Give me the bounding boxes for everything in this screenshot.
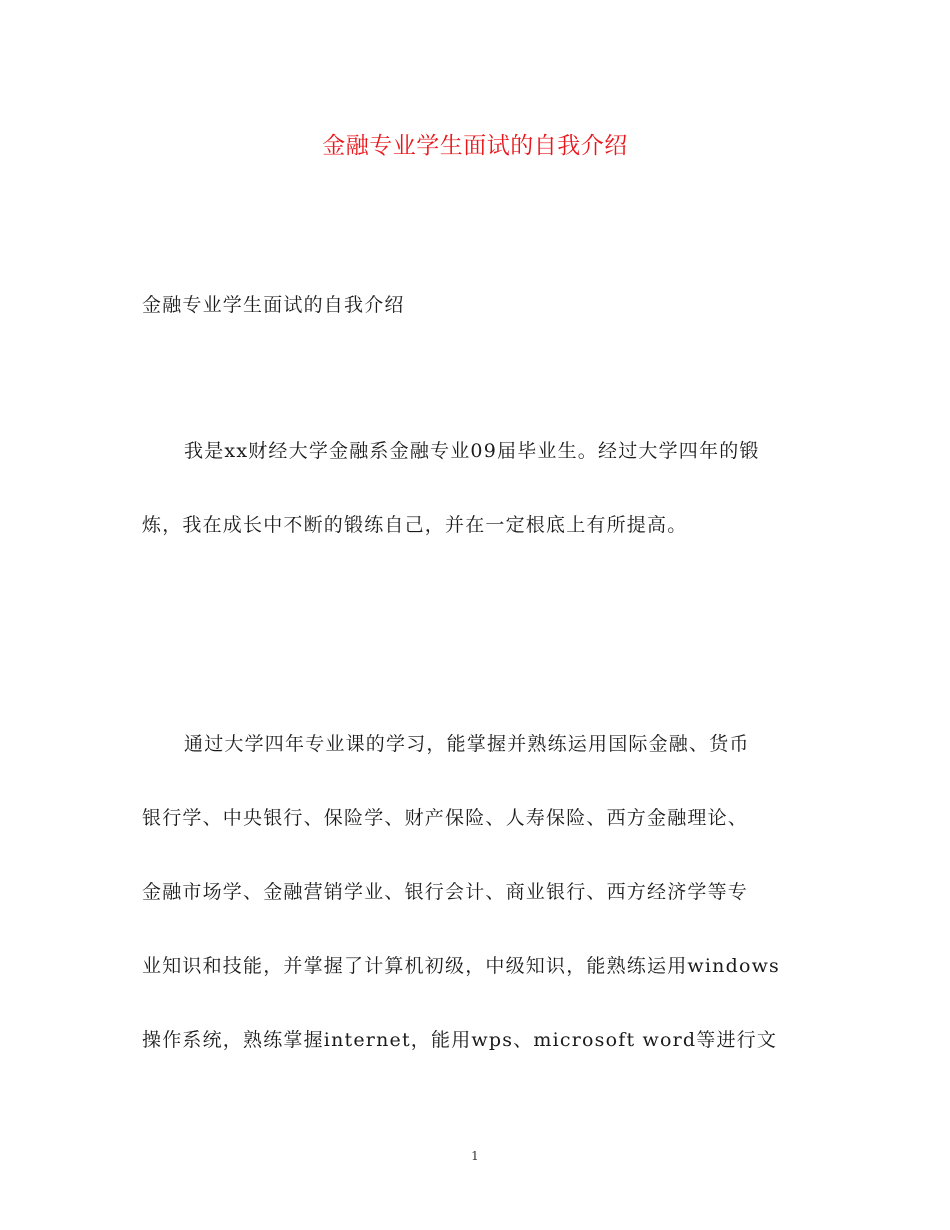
paragraph-2-line-3: 金融市场学、金融营销学业、银行会计、商业银行、西方经济学等专 (142, 881, 749, 903)
section-heading (142, 268, 822, 342)
paragraph-1-line-2: 炼，我在成长中不断的锻练自己，并在一定根底上有所提高。 (142, 514, 688, 536)
paragraph-2-line-4: 业知识和技能，并掌握了计算机初级，中级知识，能熟练运用windows (142, 955, 780, 977)
page-number: 1 (471, 1149, 479, 1163)
paragraph-2-line-1: 通过大学四年专业课的学习，能掌握并熟练运用国际金融、货币 (184, 733, 750, 755)
paragraph-1 (142, 414, 822, 562)
heading-line: 金融专业学生面试的自我介绍 (142, 294, 405, 316)
paragraph-2 (142, 707, 822, 1077)
paragraph-2-line-2: 银行学、中央银行、保险学、财产保险、人寿保险、西方金融理论、 (142, 807, 749, 829)
document-title: 金融专业学生面试的自我介绍 (322, 133, 628, 159)
paragraph-2-line-5: 操作系统，熟练掌握internet，能用wps、microsoft word等进行文 (142, 1029, 778, 1051)
paragraph-1-line-1: 我是xx财经大学金融系金融专业09届毕业生。经过大学四年的锻 (184, 440, 760, 462)
